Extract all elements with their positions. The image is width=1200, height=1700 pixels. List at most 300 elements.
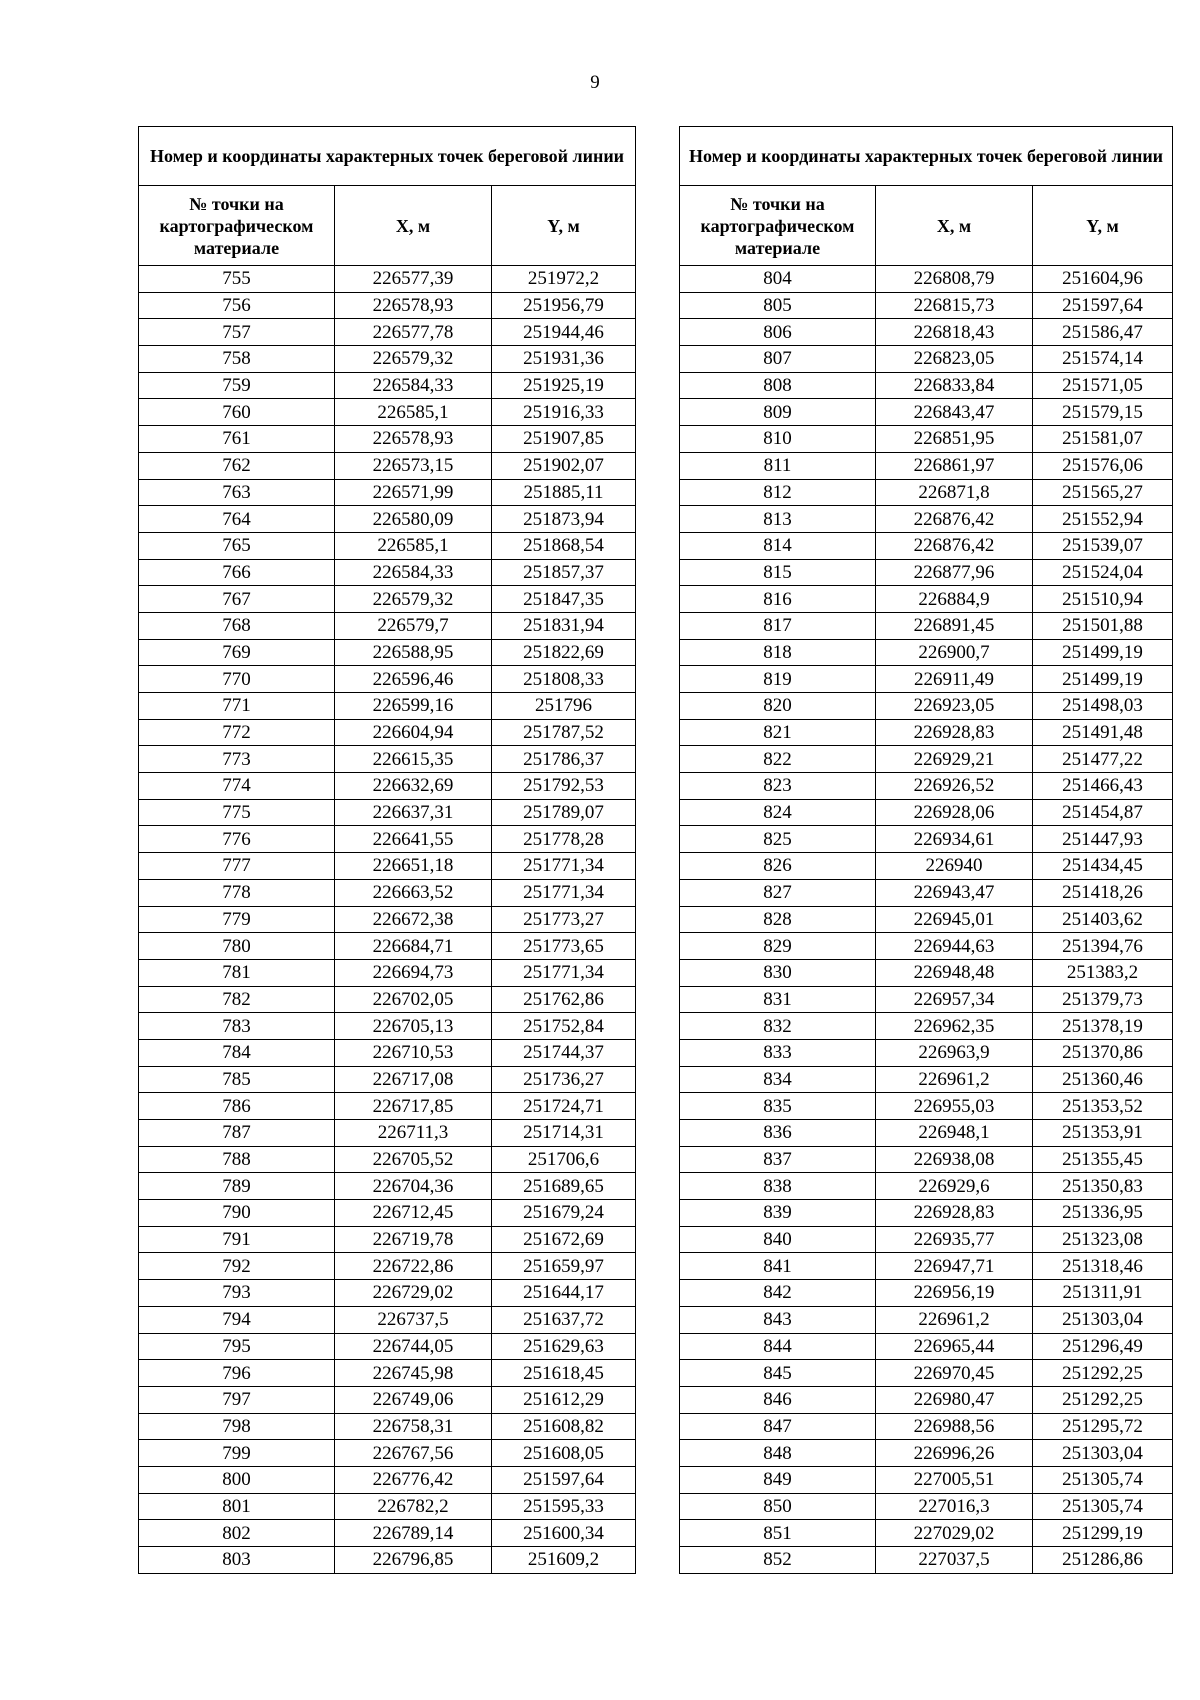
table-row (139, 799, 636, 826)
table-row (139, 1066, 636, 1093)
cell-point-number: 831 (680, 986, 876, 1013)
cell-x: 226578,93 (335, 426, 492, 453)
cell-point-number: 760 (139, 399, 335, 426)
table-row (680, 426, 1173, 453)
cell-y: 251305,74 (1033, 1493, 1173, 1520)
cell-y: 251679,24 (492, 1200, 636, 1227)
cell-y: 251303,04 (1033, 1440, 1173, 1467)
cell-x: 226588,95 (335, 639, 492, 666)
cell-point-number: 785 (139, 1066, 335, 1093)
cell-point-number: 765 (139, 532, 335, 559)
cell-point-number: 848 (680, 1440, 876, 1467)
cell-y: 251353,52 (1033, 1093, 1173, 1120)
cell-y: 251595,33 (492, 1493, 636, 1520)
cell-x: 226891,45 (876, 612, 1033, 639)
table-row (139, 693, 636, 720)
cell-y: 251394,76 (1033, 933, 1173, 960)
cell-point-number: 784 (139, 1039, 335, 1066)
cell-point-number: 783 (139, 1013, 335, 1040)
cell-x: 226711,3 (335, 1120, 492, 1147)
cell-point-number: 807 (680, 346, 876, 373)
table-row (139, 319, 636, 346)
cell-point-number: 841 (680, 1253, 876, 1280)
cell-x: 226871,8 (876, 479, 1033, 506)
cell-y: 251552,94 (1033, 506, 1173, 533)
column-header-point-number: № точки на картографическом материале (139, 186, 335, 266)
cell-y: 251644,17 (492, 1280, 636, 1307)
cell-y: 251350,83 (1033, 1173, 1173, 1200)
table-row (680, 639, 1173, 666)
cell-y: 251907,85 (492, 426, 636, 453)
cell-y: 251608,82 (492, 1413, 636, 1440)
cell-y: 251612,29 (492, 1386, 636, 1413)
cell-x: 226684,71 (335, 933, 492, 960)
cell-y: 251822,69 (492, 639, 636, 666)
table-row (139, 1493, 636, 1520)
cell-point-number: 773 (139, 746, 335, 773)
cell-y: 251885,11 (492, 479, 636, 506)
cell-point-number: 852 (680, 1547, 876, 1574)
cell-x: 226947,71 (876, 1253, 1033, 1280)
cell-y: 251454,87 (1033, 799, 1173, 826)
cell-point-number: 782 (139, 986, 335, 1013)
cell-y: 251771,34 (492, 853, 636, 880)
table-row (139, 586, 636, 613)
table-row (139, 266, 636, 293)
cell-x: 226944,63 (876, 933, 1033, 960)
cell-point-number: 755 (139, 266, 335, 293)
cell-point-number: 764 (139, 506, 335, 533)
cell-point-number: 816 (680, 586, 876, 613)
cell-x: 226585,1 (335, 399, 492, 426)
cell-x: 227005,51 (876, 1466, 1033, 1493)
cell-y: 251771,34 (492, 879, 636, 906)
cell-point-number: 757 (139, 319, 335, 346)
cell-point-number: 792 (139, 1253, 335, 1280)
cell-y: 251353,91 (1033, 1120, 1173, 1147)
cell-x: 226823,05 (876, 346, 1033, 373)
cell-x: 226694,73 (335, 959, 492, 986)
table-row (139, 1413, 636, 1440)
cell-y: 251778,28 (492, 826, 636, 853)
cell-x: 226843,47 (876, 399, 1033, 426)
table-row (680, 879, 1173, 906)
table-row (139, 1200, 636, 1227)
table-row (680, 986, 1173, 1013)
cell-y: 251744,37 (492, 1039, 636, 1066)
cell-x: 226579,32 (335, 346, 492, 373)
cell-y: 251447,93 (1033, 826, 1173, 853)
cell-y: 251706,6 (492, 1146, 636, 1173)
cell-point-number: 823 (680, 773, 876, 800)
table-row (680, 1413, 1173, 1440)
table-row (680, 746, 1173, 773)
cell-point-number: 791 (139, 1226, 335, 1253)
cell-x: 226577,78 (335, 319, 492, 346)
cell-point-number: 851 (680, 1520, 876, 1547)
cell-y: 251586,47 (1033, 319, 1173, 346)
cell-x: 226744,05 (335, 1333, 492, 1360)
cell-x: 226876,42 (876, 506, 1033, 533)
cell-point-number: 790 (139, 1200, 335, 1227)
cell-point-number: 804 (680, 266, 876, 293)
cell-x: 226604,94 (335, 719, 492, 746)
table-row (139, 746, 636, 773)
cell-y: 251857,37 (492, 559, 636, 586)
cell-x: 226884,9 (876, 586, 1033, 613)
cell-x: 226861,97 (876, 452, 1033, 479)
cell-y: 251292,25 (1033, 1360, 1173, 1387)
cell-y: 251689,65 (492, 1173, 636, 1200)
cell-x: 226571,99 (335, 479, 492, 506)
table-row (139, 1226, 636, 1253)
cell-point-number: 800 (139, 1466, 335, 1493)
table-row (680, 906, 1173, 933)
cell-point-number: 778 (139, 879, 335, 906)
cell-y: 251296,49 (1033, 1333, 1173, 1360)
cell-y: 251736,27 (492, 1066, 636, 1093)
cell-y: 251796 (492, 693, 636, 720)
cell-point-number: 842 (680, 1280, 876, 1307)
cell-y: 251944,46 (492, 319, 636, 346)
cell-x: 226580,09 (335, 506, 492, 533)
cell-y: 251299,19 (1033, 1520, 1173, 1547)
cell-x: 226956,19 (876, 1280, 1033, 1307)
cell-y: 251379,73 (1033, 986, 1173, 1013)
table-row (139, 1520, 636, 1547)
cell-point-number: 849 (680, 1466, 876, 1493)
cell-x: 226663,52 (335, 879, 492, 906)
table-row (139, 1547, 636, 1574)
cell-y: 251305,74 (1033, 1466, 1173, 1493)
cell-x: 227016,3 (876, 1493, 1033, 1520)
cell-x: 226796,85 (335, 1547, 492, 1574)
cell-y: 251574,14 (1033, 346, 1173, 373)
cell-point-number: 846 (680, 1386, 876, 1413)
cell-y: 251604,96 (1033, 266, 1173, 293)
cell-point-number: 756 (139, 292, 335, 319)
cell-x: 226948,1 (876, 1120, 1033, 1147)
table-row (139, 853, 636, 880)
cell-x: 226948,48 (876, 959, 1033, 986)
cell-y: 251477,22 (1033, 746, 1173, 773)
cell-y: 251762,86 (492, 986, 636, 1013)
cell-point-number: 771 (139, 693, 335, 720)
cell-point-number: 810 (680, 426, 876, 453)
cell-point-number: 789 (139, 1173, 335, 1200)
cell-point-number: 833 (680, 1039, 876, 1066)
cell-y: 251792,53 (492, 773, 636, 800)
table-row (139, 986, 636, 1013)
cell-point-number: 844 (680, 1333, 876, 1360)
cell-y: 251303,04 (1033, 1306, 1173, 1333)
page-number: 9 (590, 72, 600, 93)
cell-point-number: 780 (139, 933, 335, 960)
column-header-point-number: № точки на картографическом материале (680, 186, 876, 266)
cell-point-number: 818 (680, 639, 876, 666)
cell-x: 226717,08 (335, 1066, 492, 1093)
cell-y: 251659,97 (492, 1253, 636, 1280)
table-row (139, 1173, 636, 1200)
cell-point-number: 850 (680, 1493, 876, 1520)
cell-point-number: 761 (139, 426, 335, 453)
cell-y: 251956,79 (492, 292, 636, 319)
cell-y: 251311,91 (1033, 1280, 1173, 1307)
cell-x: 226900,7 (876, 639, 1033, 666)
table-row (680, 292, 1173, 319)
cell-y: 251498,03 (1033, 693, 1173, 720)
table-row (680, 559, 1173, 586)
table-row (680, 266, 1173, 293)
cell-point-number: 812 (680, 479, 876, 506)
cell-point-number: 840 (680, 1226, 876, 1253)
cell-point-number: 847 (680, 1413, 876, 1440)
cell-y: 251510,94 (1033, 586, 1173, 613)
table-row (139, 719, 636, 746)
table-row (680, 372, 1173, 399)
table-row (139, 452, 636, 479)
cell-point-number: 796 (139, 1360, 335, 1387)
cell-x: 226965,44 (876, 1333, 1033, 1360)
table-row (139, 1360, 636, 1387)
table-row (139, 1466, 636, 1493)
cell-x: 226579,32 (335, 586, 492, 613)
cell-point-number: 775 (139, 799, 335, 826)
cell-x: 226970,45 (876, 1360, 1033, 1387)
cell-x: 226955,03 (876, 1093, 1033, 1120)
table-row (139, 1440, 636, 1467)
cell-y: 251771,34 (492, 959, 636, 986)
cell-point-number: 776 (139, 826, 335, 853)
cell-x: 226651,18 (335, 853, 492, 880)
cell-x: 226980,47 (876, 1386, 1033, 1413)
cell-point-number: 828 (680, 906, 876, 933)
cell-x: 227037,5 (876, 1547, 1033, 1574)
cell-x: 226923,05 (876, 693, 1033, 720)
cell-point-number: 838 (680, 1173, 876, 1200)
cell-y: 251336,95 (1033, 1200, 1173, 1227)
table-row (680, 1493, 1173, 1520)
cell-y: 251597,64 (492, 1466, 636, 1493)
cell-x: 226929,6 (876, 1173, 1033, 1200)
table-row (139, 906, 636, 933)
cell-point-number: 788 (139, 1146, 335, 1173)
cell-y: 251773,27 (492, 906, 636, 933)
table-row (139, 426, 636, 453)
table-row (680, 1173, 1173, 1200)
table-row (680, 933, 1173, 960)
cell-x: 226996,26 (876, 1440, 1033, 1467)
cell-y: 251618,45 (492, 1360, 636, 1387)
cell-point-number: 809 (680, 399, 876, 426)
table-row (680, 1466, 1173, 1493)
cell-y: 251847,35 (492, 586, 636, 613)
cell-x: 226961,2 (876, 1066, 1033, 1093)
cell-point-number: 794 (139, 1306, 335, 1333)
table-row (139, 1386, 636, 1413)
table-row (680, 1360, 1173, 1387)
cell-x: 226632,69 (335, 773, 492, 800)
cell-y: 251752,84 (492, 1013, 636, 1040)
cell-x: 226729,02 (335, 1280, 492, 1307)
cell-x: 226719,78 (335, 1226, 492, 1253)
cell-y: 251499,19 (1033, 666, 1173, 693)
cell-x: 226705,52 (335, 1146, 492, 1173)
cell-point-number: 786 (139, 1093, 335, 1120)
table-row (680, 586, 1173, 613)
cell-point-number: 798 (139, 1413, 335, 1440)
cell-point-number: 805 (680, 292, 876, 319)
cell-x: 226928,06 (876, 799, 1033, 826)
table-row (139, 1306, 636, 1333)
cell-x: 226585,1 (335, 532, 492, 559)
cell-point-number: 826 (680, 853, 876, 880)
cell-point-number: 770 (139, 666, 335, 693)
table-row (680, 666, 1173, 693)
cell-y: 251370,86 (1033, 1039, 1173, 1066)
cell-x: 226808,79 (876, 266, 1033, 293)
cell-x: 226961,2 (876, 1306, 1033, 1333)
cell-x: 226928,83 (876, 719, 1033, 746)
cell-point-number: 813 (680, 506, 876, 533)
table-row (680, 1200, 1173, 1227)
cell-x: 226745,98 (335, 1360, 492, 1387)
table-row (680, 479, 1173, 506)
cell-y: 251576,06 (1033, 452, 1173, 479)
cell-y: 251608,05 (492, 1440, 636, 1467)
table-row (139, 1039, 636, 1066)
cell-y: 251501,88 (1033, 612, 1173, 639)
cell-x: 226934,61 (876, 826, 1033, 853)
cell-y: 251418,26 (1033, 879, 1173, 906)
cell-point-number: 762 (139, 452, 335, 479)
cell-x: 226926,52 (876, 773, 1033, 800)
cell-x: 226702,05 (335, 986, 492, 1013)
cell-x: 226911,49 (876, 666, 1033, 693)
cell-point-number: 802 (139, 1520, 335, 1547)
table-row (139, 1013, 636, 1040)
cell-y: 251714,31 (492, 1120, 636, 1147)
cell-point-number: 772 (139, 719, 335, 746)
cell-x: 226705,13 (335, 1013, 492, 1040)
cell-x: 226672,38 (335, 906, 492, 933)
cell-x: 226599,16 (335, 693, 492, 720)
table-row (139, 639, 636, 666)
cell-point-number: 827 (680, 879, 876, 906)
cell-x: 226815,73 (876, 292, 1033, 319)
cell-y: 251466,43 (1033, 773, 1173, 800)
cell-y: 251295,72 (1033, 1413, 1173, 1440)
table-row (680, 1226, 1173, 1253)
cell-point-number: 799 (139, 1440, 335, 1467)
cell-x: 226935,77 (876, 1226, 1033, 1253)
table-row (139, 479, 636, 506)
cell-x: 226940 (876, 853, 1033, 880)
cell-x: 226717,85 (335, 1093, 492, 1120)
table-row (139, 1146, 636, 1173)
cell-point-number: 836 (680, 1120, 876, 1147)
table-row (139, 773, 636, 800)
table-row (680, 506, 1173, 533)
table-row (139, 1333, 636, 1360)
table-row (139, 559, 636, 586)
cell-x: 226637,31 (335, 799, 492, 826)
table-row (680, 1280, 1173, 1307)
cell-x: 226573,15 (335, 452, 492, 479)
cell-y: 251902,07 (492, 452, 636, 479)
cell-point-number: 787 (139, 1120, 335, 1147)
cell-x: 226577,39 (335, 266, 492, 293)
column-header-y: Y, м (1033, 186, 1173, 266)
cell-x: 226710,53 (335, 1039, 492, 1066)
table-row (139, 532, 636, 559)
table-group-header: Номер и координаты характерных точек береговой линии (680, 127, 1173, 186)
table-row (139, 612, 636, 639)
table-row (139, 346, 636, 373)
cell-x: 226938,08 (876, 1146, 1033, 1173)
cell-y: 251629,63 (492, 1333, 636, 1360)
table-row (680, 399, 1173, 426)
column-header-y: Y, м (492, 186, 636, 266)
cell-y: 251360,46 (1033, 1066, 1173, 1093)
table-row (680, 959, 1173, 986)
cell-y: 251916,33 (492, 399, 636, 426)
cell-y: 251571,05 (1033, 372, 1173, 399)
cell-y: 251434,45 (1033, 853, 1173, 880)
cell-point-number: 829 (680, 933, 876, 960)
cell-y: 251925,19 (492, 372, 636, 399)
cell-x: 226963,9 (876, 1039, 1033, 1066)
cell-point-number: 808 (680, 372, 876, 399)
table-group-header: Номер и координаты характерных точек береговой линии (139, 127, 636, 186)
cell-y: 251286,86 (1033, 1547, 1173, 1574)
table-row (680, 319, 1173, 346)
cell-y: 251637,72 (492, 1306, 636, 1333)
table-row (139, 826, 636, 853)
cell-y: 251579,15 (1033, 399, 1173, 426)
table-row (680, 452, 1173, 479)
cell-point-number: 768 (139, 612, 335, 639)
cell-x: 226584,33 (335, 372, 492, 399)
cell-point-number: 839 (680, 1200, 876, 1227)
cell-point-number: 763 (139, 479, 335, 506)
table-row (680, 1013, 1173, 1040)
table-row (680, 346, 1173, 373)
cell-point-number: 822 (680, 746, 876, 773)
cell-point-number: 806 (680, 319, 876, 346)
coordinates-table-left (138, 126, 636, 1574)
cell-x: 227029,02 (876, 1520, 1033, 1547)
table-row (139, 399, 636, 426)
table-row (139, 372, 636, 399)
table-row (139, 1280, 636, 1307)
cell-point-number: 766 (139, 559, 335, 586)
table-row (680, 1333, 1173, 1360)
cell-y: 251403,62 (1033, 906, 1173, 933)
cell-point-number: 820 (680, 693, 876, 720)
cell-y: 251808,33 (492, 666, 636, 693)
cell-y: 251868,54 (492, 532, 636, 559)
cell-x: 226758,31 (335, 1413, 492, 1440)
cell-x: 226928,83 (876, 1200, 1033, 1227)
cell-y: 251600,34 (492, 1520, 636, 1547)
cell-x: 226782,2 (335, 1493, 492, 1520)
cell-point-number: 797 (139, 1386, 335, 1413)
table-row (680, 1066, 1173, 1093)
cell-y: 251355,45 (1033, 1146, 1173, 1173)
table-row (139, 1253, 636, 1280)
cell-point-number: 811 (680, 452, 876, 479)
